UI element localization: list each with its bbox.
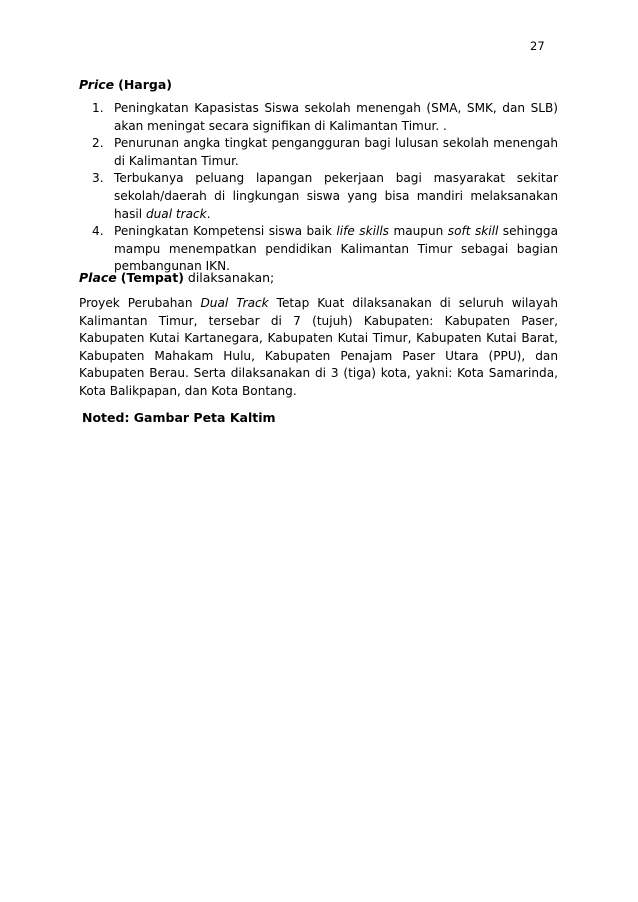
price-heading	[79, 76, 172, 93]
place-suffix: dilaksanakan;	[183, 270, 275, 285]
price-keyword: Price	[79, 77, 115, 92]
list-item-text: Peningkatan Kapasistas Siswa sekolah menengah (SMA, SMK, dan SLB) akan meningat secara signifikan di Kalimantan Timur. .	[114, 101, 558, 133]
price-paren: (Harga)	[118, 77, 172, 92]
italic-term: soft skill	[447, 224, 499, 239]
list-item-number: 2.	[92, 136, 104, 151]
note-text: Noted: Gambar Peta Kaltim	[82, 410, 276, 425]
paragraph-text: Proyek Perubahan	[79, 296, 201, 310]
list-item-text: Penurunan angka tingkat pengangguran bagi lulusan sekolah menengah di Kalimantan Timur.	[114, 136, 558, 168]
list-item-text: Terbukanya peluang lapangan pekerjaan bagi masyarakat sekitar sekolah/daerah di lingkungan siswa yang bisa mandiri melaksanakan hasil	[114, 171, 558, 221]
italic-term: Dual Track	[200, 296, 269, 310]
place-heading	[79, 269, 274, 286]
place-keyword: Place	[79, 270, 117, 285]
page-number: 27	[530, 39, 545, 53]
list-item-number: 3.	[92, 171, 104, 186]
list-item	[79, 170, 558, 223]
list-item	[79, 100, 558, 135]
list-item-text-end: .	[206, 206, 211, 221]
price-list	[79, 100, 558, 276]
place-paren: (Tempat)	[120, 270, 184, 285]
list-item-text-end: sehingga mampu menempatkan pendidikan Kalimantan Timur sebagai bagian pembangunan IKN.	[114, 224, 559, 274]
list-item	[79, 135, 558, 170]
italic-term: life skills	[336, 224, 389, 239]
paragraph-text-end: Tetap Kuat dilaksanakan di seluruh wilayah Kalimantan Timur, tersebar di 7 (tujuh) Kabupaten: Kabupaten Paser, Kabupaten Kutai Kartanegara, Kabupaten Kutai Timur, Kabupaten Kutai Barat, Kabupaten Mahakam Hulu, Kabupaten Penajam Paser Utara (PPU), dan Kabupaten Berau. Serta dilaksanakan di 3 (tiga) kota, yakni: Kota Samarinda, Kota Balikpapan, dan Kota Bontang.	[79, 296, 559, 398]
list-item-text: Peningkatan Kompetensi siswa baik	[114, 224, 337, 239]
place-paragraph	[79, 295, 558, 401]
list-item-number: 4.	[92, 224, 104, 239]
list-item-text-mid: maupun	[388, 224, 448, 239]
italic-term: dual track	[145, 206, 207, 221]
list-item-number: 1.	[92, 101, 104, 115]
